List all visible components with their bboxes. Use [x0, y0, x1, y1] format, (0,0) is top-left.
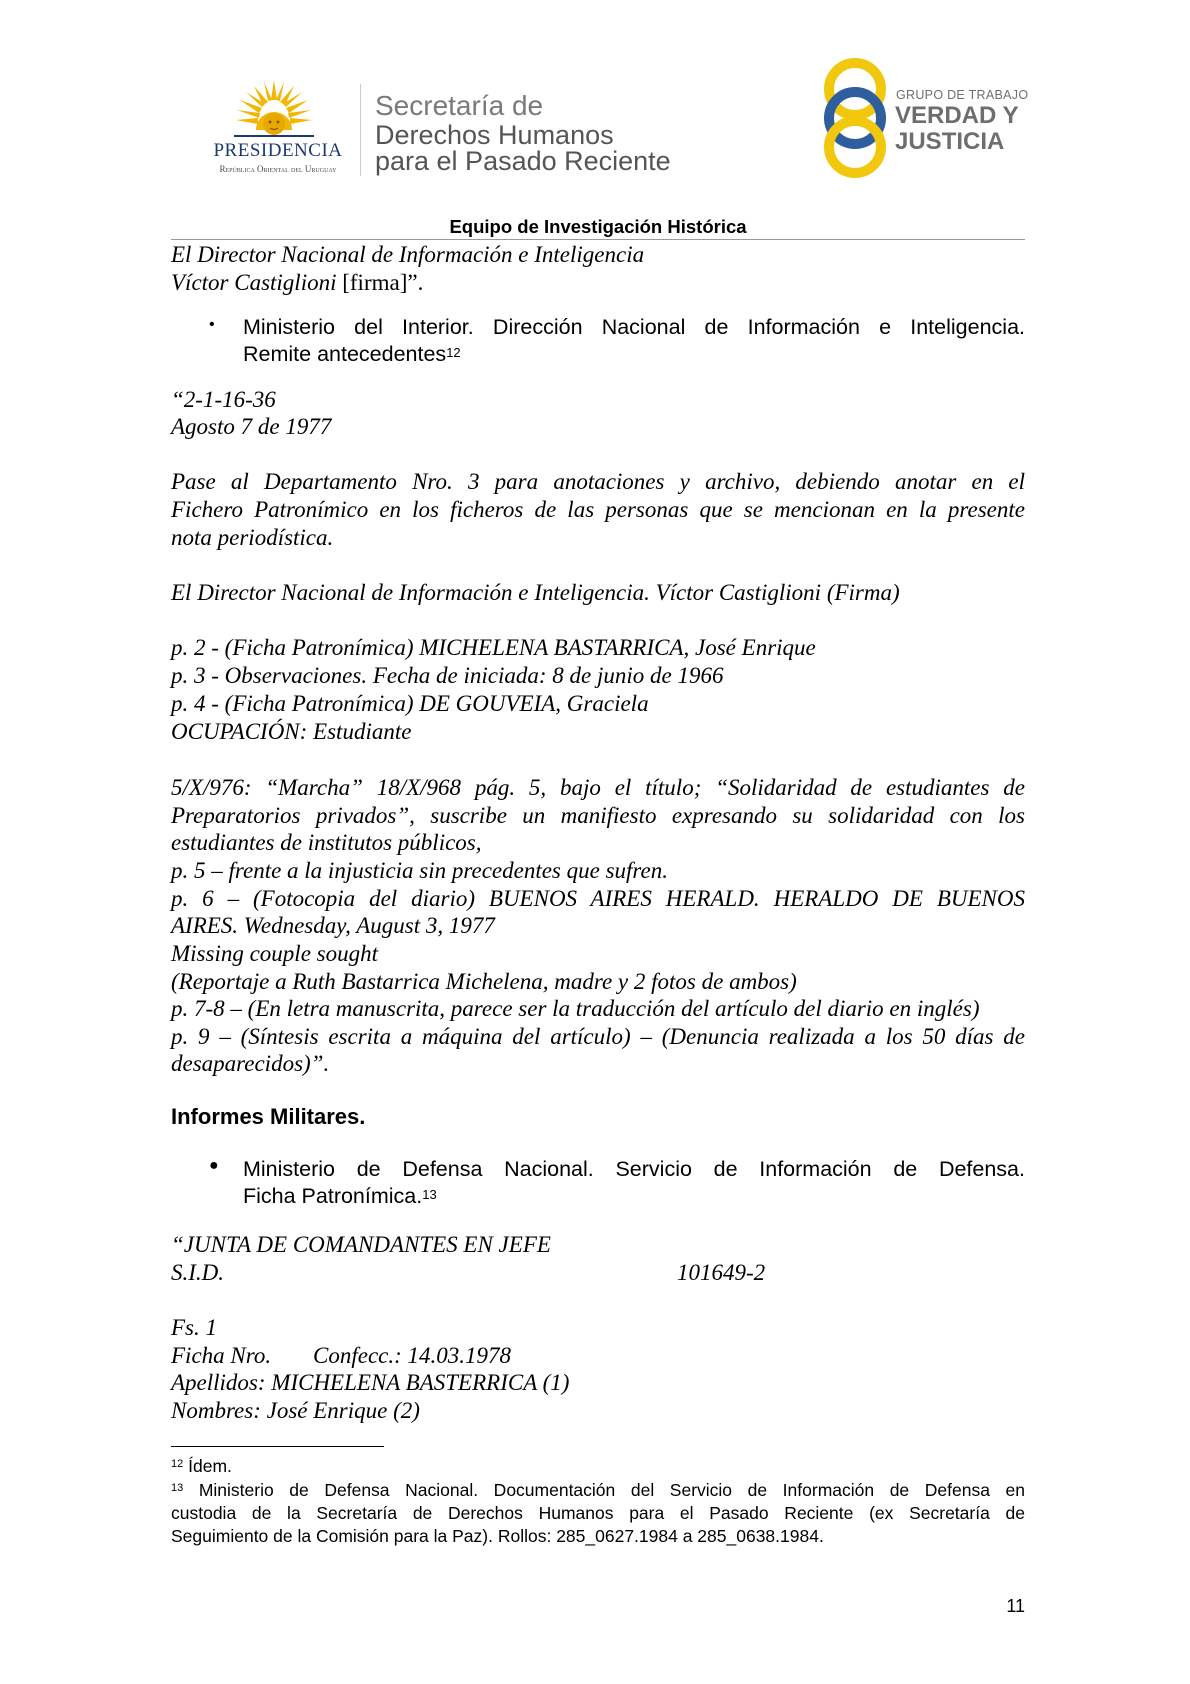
footnote-ref-13[interactable]: 13 — [422, 1187, 437, 1202]
footnote-12-number: 12 — [171, 1458, 184, 1470]
sid-number: 101649-2 — [677, 1260, 766, 1285]
bullet2-line1: Ministerio de Defensa Nacional. Servicio de Información de Defensa. — [243, 1157, 1025, 1181]
presidencia-logo — [198, 78, 358, 178]
linked-rings-icon — [820, 56, 890, 180]
paragraph-line: nota periodística. — [171, 525, 334, 550]
signature-name: Víctor Castiglioni — [171, 270, 337, 295]
signature-name-line — [171, 269, 423, 297]
bullet-marker: • — [209, 316, 215, 333]
paragraph-line: Fichero Patronímico en los ficheros de las personas que se mencionan en la presente — [171, 497, 1025, 522]
paragraph-line: AIRES. Wednesday, August 3, 1977 — [171, 913, 495, 938]
bullet-marker: ● — [209, 1157, 219, 1174]
gtvj-line1: GRUPO DE TRABAJO — [896, 88, 1029, 102]
secretaria-line3: para el Pasado Reciente — [375, 146, 671, 176]
bullet2-line2 — [243, 1183, 437, 1210]
gtvj-logo — [820, 56, 1030, 180]
signature-note: [firma]”. — [336, 270, 424, 295]
presidencia-subtitle: República Oriental del Uruguay — [219, 164, 337, 174]
paragraph-line: p. 9 – (Síntesis escrita a máquina del artículo) – (Denuncia realizada a los 50 días de — [171, 1024, 1025, 1049]
footnote-13-text: Ministerio de Defensa Nacional. Documentación del Servicio de Información de Defensa en — [183, 1480, 1025, 1500]
bullet1-line1: Ministerio del Interior. Dirección Nacional de Información e Inteligencia. — [243, 315, 1025, 339]
section-heading: Informes Militares. — [171, 1104, 366, 1129]
gtvj-line2: VERDAD Y — [895, 102, 1019, 129]
page-number: 11 — [1006, 1596, 1025, 1616]
paragraph-line: p. 7-8 – (En letra manuscrita, parece ser la traducción del artículo del diario en inglés) — [171, 996, 980, 1021]
paragraph-line: p. 3 - Observaciones. Fecha de iniciada: 8 de junio de 1966 — [171, 663, 724, 688]
footnote-ref-12[interactable]: 12 — [446, 345, 461, 360]
doc-code: “2-1-16-36 — [171, 387, 276, 412]
presidencia-name: PRESIDENCIA — [213, 140, 343, 161]
footnote-12 — [171, 1455, 232, 1478]
ficha-apellidos: Apellidos: MICHELENA BASTERRICA (1) — [171, 1370, 570, 1395]
paragraph-line: desaparecidos)”. — [171, 1051, 330, 1076]
ficha-confecc: Confecc.: 14.03.1978 — [313, 1343, 512, 1368]
paragraph-line: 5/X/976: “Marcha” 18/X/968 pág. 5, bajo el título; “Solidaridad de estudiantes de — [171, 775, 1025, 800]
gtvj-line3: JUSTICIA — [895, 128, 1005, 155]
logo-divider — [360, 84, 361, 176]
paragraph-line: p. 4 - (Ficha Patronímica) DE GOUVEIA, Graciela — [171, 691, 649, 716]
paragraph-line: estudiantes de institutos públicos, — [171, 830, 482, 855]
signature-title: El Director Nacional de Información e Inteligencia — [171, 242, 645, 267]
footnote-13-line1 — [171, 1479, 1025, 1502]
paragraph-line: p. 5 – frente a la injusticia sin precedentes que sufren. — [171, 858, 668, 883]
sun-of-may-icon — [234, 78, 314, 140]
paragraph-line: Missing couple sought — [171, 941, 378, 966]
secretaria-line1: Secretaría de — [375, 90, 544, 121]
paragraph-line: Pase al Departamento Nro. 3 para anotaciones y archivo, debiendo anotar en el — [171, 469, 1025, 494]
ficha-fs: Fs. 1 — [171, 1315, 217, 1340]
bullet1-text: Remite antecedentes — [243, 342, 447, 366]
ficha-nombres: Nombres: José Enrique (2) — [171, 1398, 420, 1423]
footnote-12-text: Ídem. — [183, 1456, 232, 1476]
doc-date: Agosto 7 de 1977 — [171, 414, 332, 439]
paragraph-line: p. 6 – (Fotocopia del diario) BUENOS AIRES HERALD. HERALDO DE BUENOS — [171, 886, 1025, 911]
paragraph-line: p. 2 - (Ficha Patronímica) MICHELENA BASTARRICA, José Enrique — [171, 635, 816, 660]
paragraph-line: Preparatorios privados”, suscribe un manifiesto expresando su solidaridad con los — [171, 803, 1025, 828]
team-heading: Equipo de Investigación Histórica — [449, 216, 747, 237]
footnote-13-line2: custodia de la Secretaría de Derechos Humanos para el Pasado Reciente (ex Secretaría de — [171, 1503, 1025, 1523]
bullet1-line2 — [243, 341, 461, 368]
ficha-nro: Ficha Nro. — [171, 1343, 272, 1368]
junta-line: “JUNTA DE COMANDANTES EN JEFE — [171, 1232, 551, 1257]
sid-label: S.I.D. — [171, 1260, 225, 1285]
bullet2-text: Ficha Patronímica. — [243, 1184, 423, 1208]
footnote-13-number: 13 — [171, 1482, 184, 1494]
paragraph-line: El Director Nacional de Información e Inteligencia. Víctor Castiglioni (Firma) — [171, 580, 900, 605]
footnote-13-line3: Seguimiento de la Comisión para la Paz). Rollos: 285_0627.1984 a 285_0638.1984. — [171, 1526, 824, 1546]
paragraph-line: OCUPACIÓN: Estudiante — [171, 719, 412, 744]
header-rule — [171, 239, 1025, 240]
secretaria-line2: Derechos Humanos — [375, 120, 614, 150]
footnote-separator — [171, 1446, 384, 1447]
paragraph-line: (Reportaje a Ruth Bastarrica Michelena, madre y 2 fotos de ambos) — [171, 969, 797, 994]
